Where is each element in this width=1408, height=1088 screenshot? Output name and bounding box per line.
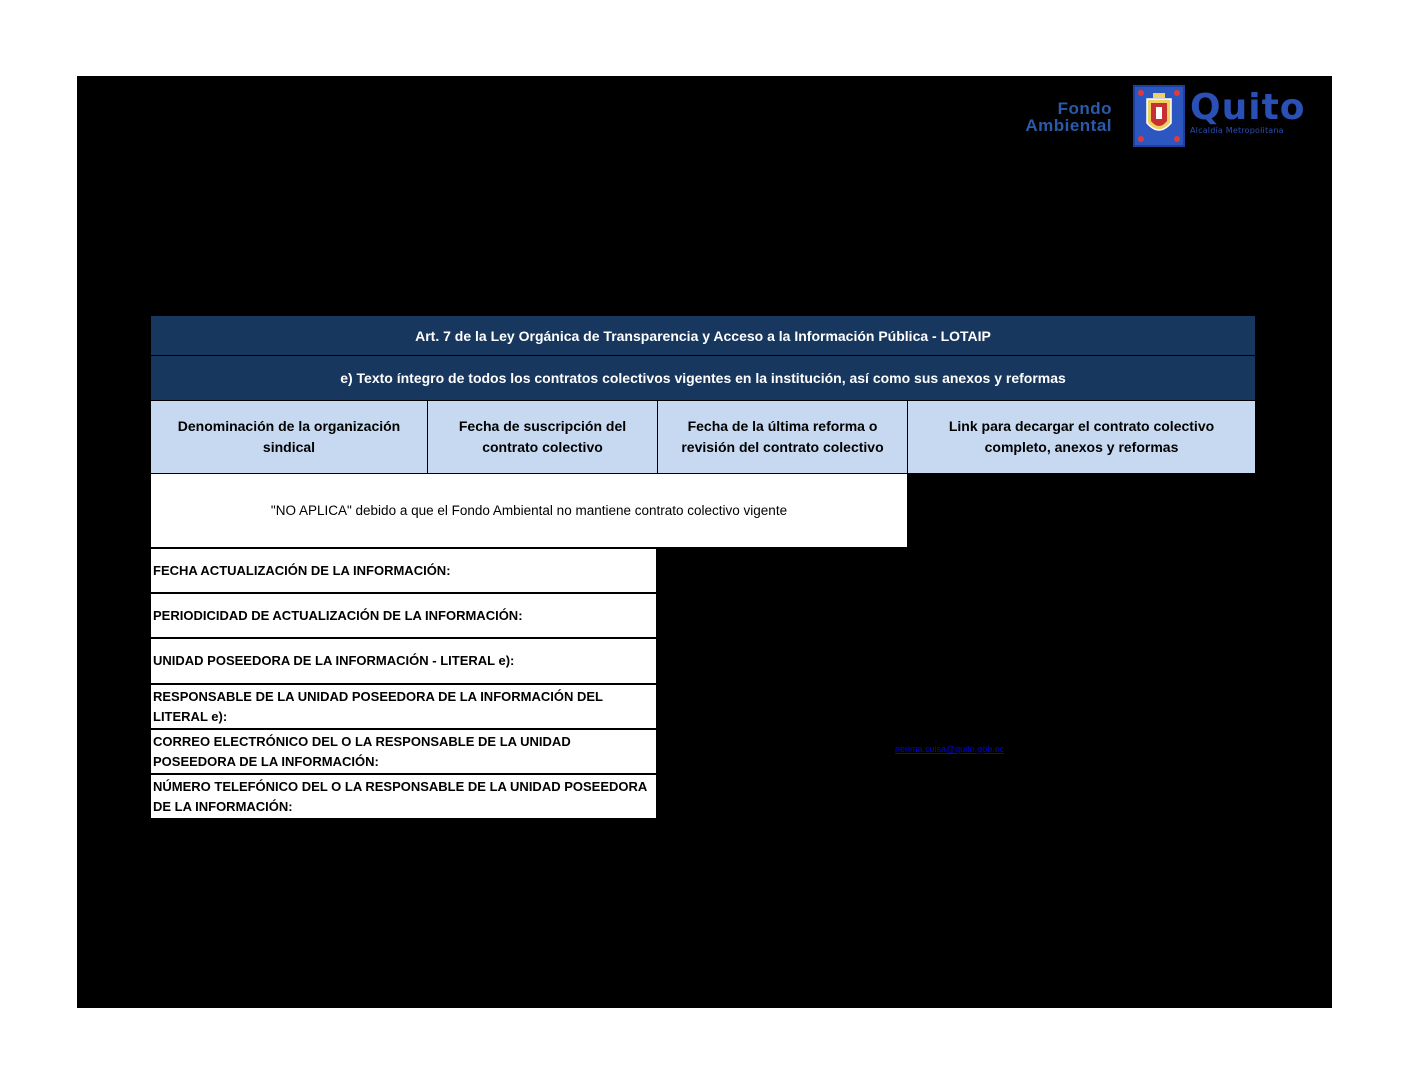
meta-periodicidad: PERIODICIDAD DE ACTUALIZACIÓN DE LA INFORMACIÓN:: [151, 594, 656, 637]
logo-ambiental-text: Ambiental: [1025, 116, 1112, 135]
table-subtitle: e) Texto íntegro de todos los contratos colectivos vigentes en la institución, así como sus anexos y reformas: [151, 356, 1255, 400]
meta-telefono: NÚMERO TELEFÓNICO DEL O LA RESPONSABLE DE LA UNIDAD POSEEDORA DE LA INFORMACIÓN:: [151, 775, 656, 818]
column-header-fecha-reforma: Fecha de la última reforma o revisión del contrato colectivo: [658, 401, 907, 473]
quito-logo: [1190, 87, 1324, 140]
column-header-fecha-suscripcion: Fecha de suscripción del contrato colectivo: [428, 401, 657, 473]
column-header-link: Link para decargar el contrato colectivo completo, anexos y reformas: [908, 401, 1255, 473]
quito-wordmark: Quito: [1190, 87, 1306, 128]
column-header-organizacion: Denominación de la organización sindical: [151, 401, 427, 473]
logo-fondo-text: Fondo: [1057, 99, 1112, 118]
fondo-ambiental-logo: [996, 100, 1112, 136]
meta-unidad-poseedora: UNIDAD POSEEDORA DE LA INFORMACIÓN - LITERAL e):: [151, 639, 656, 683]
responsable-email-link[interactable]: nerima.cuisa@quito.gob.ec: [895, 744, 1005, 754]
quito-coat-of-arms-icon: [1133, 85, 1185, 147]
meta-fecha-actualizacion: FECHA ACTUALIZACIÓN DE LA INFORMACIÓN:: [151, 549, 656, 592]
meta-responsable: RESPONSABLE DE LA UNIDAD POSEEDORA DE LA INFORMACIÓN DEL LITERAL e):: [151, 685, 656, 728]
no-aplica-notice: "NO APLICA" debido a que el Fondo Ambiental no mantiene contrato colectivo vigente: [151, 474, 907, 547]
quito-tagline: Alcaldía Metropolitana: [1190, 126, 1284, 135]
table-title: Art. 7 de la Ley Orgánica de Transparencia y Acceso a la Información Pública - LOTAIP: [151, 316, 1255, 355]
meta-correo: CORREO ELECTRÓNICO DEL O LA RESPONSABLE DE LA UNIDAD POSEEDORA DE LA INFORMACIÓN:: [151, 730, 656, 773]
